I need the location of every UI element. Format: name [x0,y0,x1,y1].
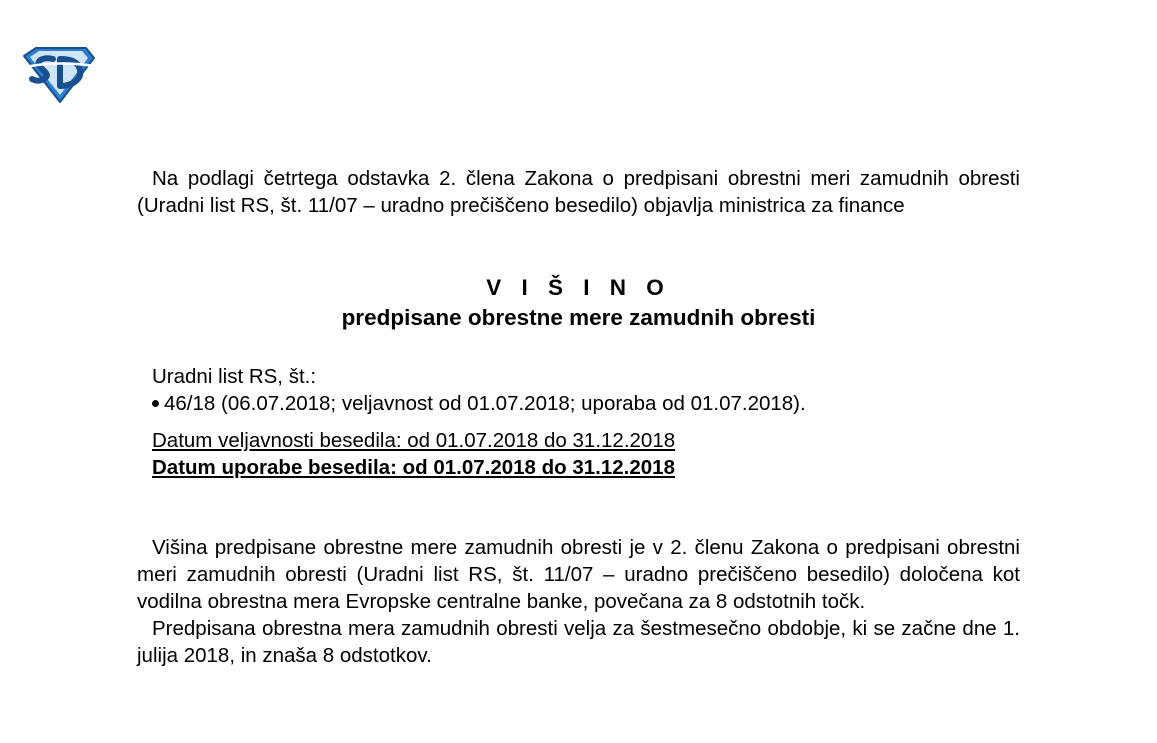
validity-dates [152,427,675,481]
document-title [137,273,1020,333]
shield-logo-icon [20,46,96,104]
gazette-reference [152,363,806,417]
body-paragraph: Višina predpisane obrestne mere zamudnih obresti je v 2. členu Zakona o predpisani obrestni meri zamudnih obresti (Uradni list RS, št. 11/07 – uradno prečiščeno besedilo) določena kot vodilna obrestna mera Evropske centralne banke, povečana za 8 odstotnih točk. [137,536,1020,613]
gazette-item-text: 46/18 (06.07.2018; veljavnost od 01.07.2018; uporaba od 01.07.2018). [164,392,806,415]
validity-date: Datum veljavnosti besedila: od 01.07.2018 do 31.12.2018 [152,429,676,452]
title-main: V I Š I N O [486,275,671,300]
intro-text: Na podlagi četrtega odstavka 2. člena Zakona o predpisani obrestni meri zamudnih obresti (Uradni list RS, št. 11/07 – uradno prečiščeno besedilo) objavlja ministrica za finance [137,167,1020,217]
bullet-icon [152,400,159,407]
gazette-list-item [152,390,806,417]
intro-paragraph [137,165,1020,219]
title-subtitle: predpisane obrestne mere zamudnih obresti [341,305,816,330]
application-date: Datum uporabe besedila: od 01.07.2018 do 31.12.2018 [152,456,675,479]
body-paragraph: Predpisana obrestna mera zamudnih obresti velja za šestmesečno obdobje, ki se začne dne 1. julija 2018, in znaša 8 odstotkov. [137,617,1020,667]
gazette-label: Uradni list RS, št.: [152,365,317,388]
body-section [137,534,1020,669]
